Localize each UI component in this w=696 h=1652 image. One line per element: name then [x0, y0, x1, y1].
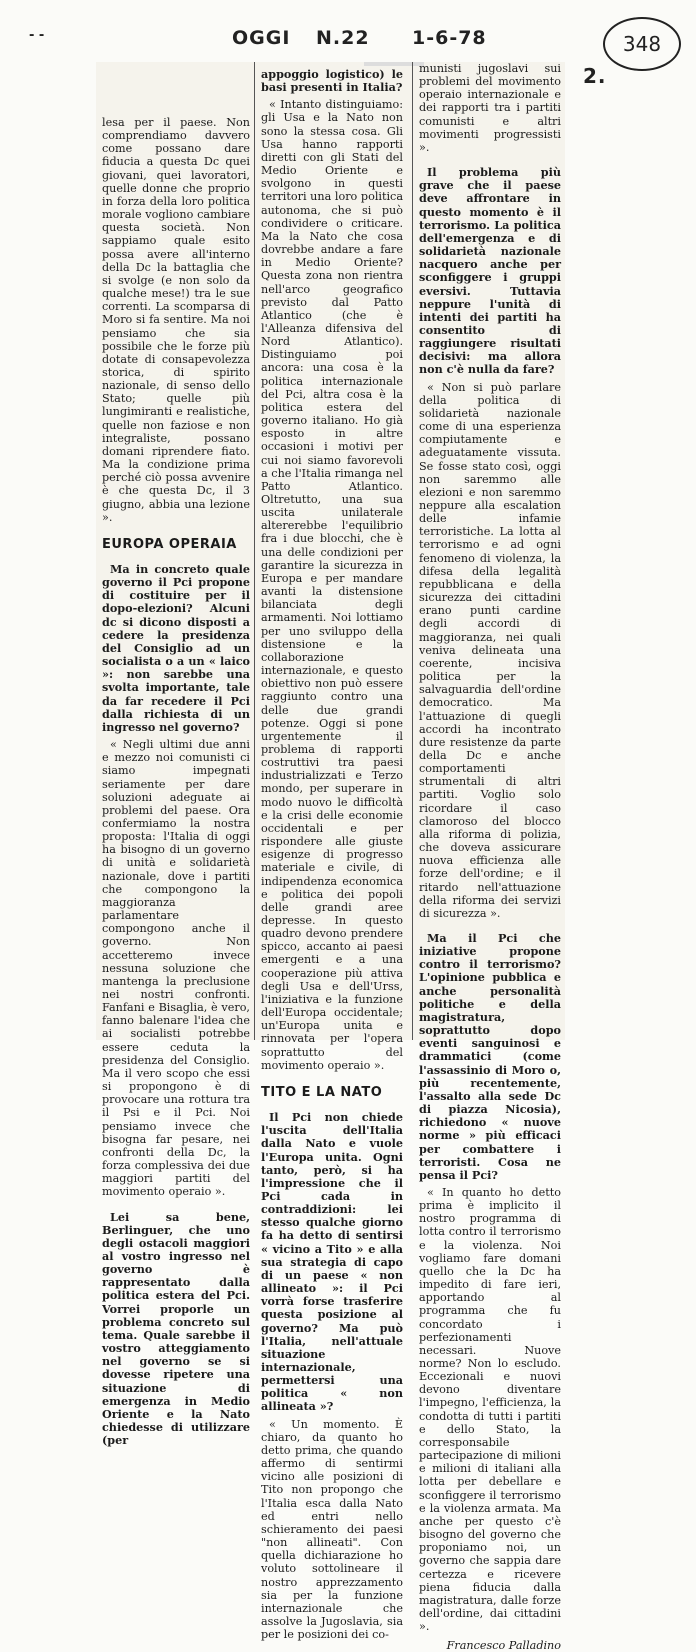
column-divider — [254, 62, 255, 1040]
interview-answer: « Intanto distinguiamo: gli Usa e la Nato non sono la stessa cosa. Gli Usa hanno rapporti diretti con gli Stati del Medio Oriente e svolgono in questi territori una loro politica autonoma, che si può condividere o criticare. Ma la Nato che cosa dovrebbe andare a fare in Medio Oriente? Questa zona non rientra nell'arco geografico previsto dal Patto Atlantico (che è l'Alleanza difensiva del Nord Atlantico). Distinguiamo poi ancora: una cosa è la politica internazionale del Pci, altra cosa è la politica estera del governo italiano. Ho già esposto in altre occasioni i motivi per cui noi siamo favorevoli a che l'Italia rimanga nel Patto Atlantico. Oltretutto, una sua uscita unilaterale altererebbe l'equilibrio fra i due blocchi, che è una delle condizioni per garantire la sicurezza in Europa e per mandare avanti la distensione bilanciata degli armamenti. Noi lottiamo per uno sviluppo della distensione e la collaborazione internazionale, e questo obiettivo non può essere raggiunto contro una delle due grandi potenze. Oggi si pone urgentemente il problema di rapporti costruttivi tra paesi industrializzati e Terzo mondo, per superare in modo nuovo le difficoltà e la crisi delle economie occidentali e per rispondere alle giuste esigenze di progresso materiale e civile, di indipendenza economica e politica dei popoli delle grandi aree depresse. In questo quadro devono prendere spicco, accanto ai paesi emergenti e a una cooperazione più attiva degli Usa e dell'Urss, l'iniziativa e la funzione dell'Europa occidentale; un'Europa unita e rinnovata per l'opera soprattutto del movimento operaio ». — [261, 98, 403, 1072]
interview-question: Lei sa bene, Berlinguer, che uno degli ostacoli maggiori al vostro ingresso nel governo è rappresentato dalla politica estera del Pci. Vorrei proporle un problema concreto sul tema. Quale sarebbe il vostro atteggiamento nel governo se si dovesse ripetere una situazione di emergenza in Medio Oriente e la Nato chiedesse di utilizzare (per — [102, 1209, 250, 1448]
archive-number-stamp — [603, 17, 681, 71]
article-column-2 — [261, 67, 403, 1642]
newspaper-clipping — [96, 62, 565, 1652]
issue-date: 1-6-78 — [412, 27, 487, 49]
interview-answer: « In quanto ho detto prima è implicito il nostro programma di lotta contro il terrorismo e la violenza. Noi vogliamo fare domani quello che la Dc ha impedito di fare ieri, apportando al programma che fu concordato i perfezionamenti necessari. Nuove norme? Non lo escludo. Eccezionali e nuovi devono diventare l'impegno, l'efficienza, la condotta di tutti i partiti e dello Stato, la corresponsabile partecipazione di milioni e milioni di italiani alla lotta per debellare e sconfiggere il terrorismo e la violenza armata. Ma anche per questo c'è bisogno del governo che proponiamo noi, un governo che sappia dare certezza e ricevere piena fiducia dalla magistratura, dalle forze dell'ordine, dai cittadini ». — [419, 1185, 561, 1634]
interview-answer: « Non si può parlare della politica di solidarietà nazionale come di una esperienza compiutamente e adeguatamente vissuta. Se fosse stato così, oggi non saremmo alle elezioni e non saremmo neppure alla escalation delle infamie terroristiche. La lotta al terrorismo e ad ogni fenomeno di violenza, la difesa della legalità repubblicana e della sicurezza dei cittadini erano punti cardine degli accordi di maggioranza, nei quali veniva delineata una coerente, incisiva politica per la salvaguardia dell'ordine democratico. Ma l'attuazione di quegli accordi ha incontrato dure resistenze da parte della Dc e anche comportamenti strumentali di altri partiti. Voglio solo ricordare il caso clamoroso del blocco alla riforma di polizia, che doveva assicurare nuova efficienza alle forze dell'ordine; e il ritardo nell'attuazione della riforma dei servizi di sicurezza ». — [419, 380, 561, 920]
article-column-3 — [419, 62, 561, 1652]
interview-question: Ma il Pci che iniziative propone contro il terrorismo? L'opinione pubblica e anche personalità politiche e della magistratura, soprattutto dopo eventi sanguinosi e drammatici (come l'assassinio di Moro o, più recentemente, l'assalto alla sede Dc di piazza Nicosia), richiedono « nuove norme » più efficaci per combattere i terroristi. Cosa ne pensa il Pci? — [419, 931, 561, 1182]
clipping-tab — [364, 62, 424, 66]
section-heading: EUROPA OPERAIA — [102, 536, 237, 552]
interview-question: Il Pci non chiede l'uscita dell'Italia dalla Nato e vuole l'Europa unita. Ogni tanto, però, si ha l'impressione che il Pci cada in contraddizioni: lei stesso qualche giorno fa ha detto di sentirsi « vicino a Tito » e alla sua strategia di capo di un paese « non allineato »: il Pci vorrà forse trasferire questa posizione al governo? Ma può l'Italia, nell'attuale situazione internazionale, permettersi una politica « non allineata »? — [261, 1110, 403, 1414]
column-divider — [412, 62, 413, 1040]
issue-number: N.22 — [316, 27, 370, 49]
paragraph: lesa per il paese. Non comprendiamo davvero come possano dare fiducia a questa Dc quei giovani, quei lavoratori, quelle donne che proprio in forza della loro politica morale vogliono cambiare questa società. Non sappiamo quale esito possa avere all'interno della Dc la battaglia che si svolge (e non solo da qualche mese!) tra le sue correnti. La scomparsa di Moro si fa sentire. Ma noi pensiamo che sia possibile che le forze più dotate di consapevolezza storica, di spirito nazionale, di senso dello Stato; quelle più lungimiranti e realistiche, quelle non faziose e non integraliste, possano domani riprendere fiato. Ma la condizione prima perché ciò possa avvenire è che questa Dc, il 3 giugno, abbia una lezione ». — [102, 116, 250, 524]
interview-question: Ma in concreto quale governo il Pci propone di costituire per il dopo-elezioni? Alcuni dc si dicono disposti a cedere la presidenza del Consiglio ad un socialista o a un « laico »: non sarebbe una svolta importante, tale da far recedere il Pci dalla richiesta di un ingresso nel governo? — [102, 562, 250, 734]
publication-name: OGGI — [232, 27, 291, 49]
page-number: 2. — [583, 64, 607, 88]
interview-answer: « Negli ultimi due anni e mezzo noi comunisti ci siamo impegnati seriamente per dare soluzioni adeguate ai problemi del paese. Ora confermiamo la nostra proposta: l'Italia di oggi ha bisogno di un governo di unità e solidarietà nazionale, dove i partiti che compongono la maggioranza parlamentare compongono anche il governo. Non accetteremo invece nessuna soluzione che mantenga la preclusione nei nostri confronti. Fanfani e Bisaglia, è vero, fanno balenare l'idea che ai socialisti potrebbe essere ceduta la presidenza del Consiglio. Ma il vero scopo che essi si propongono è di provocare una rottura tra il Psi e il Pci. Noi pensiamo invece che bisogna far pesare, nei confronti della Dc, la forza complessiva dei due maggiori partiti del movimento operaio ». — [102, 738, 250, 1199]
section-heading: TITO E LA NATO — [261, 1084, 383, 1100]
interview-question: Il problema più grave che il paese deve affrontare in questo momento è il terrorismo. La politica dell'emergenza e di solidarietà nazionale nacquero anche per sconfiggere i gruppi eversivi. Tuttavia neppure l'unità di intenti dei partiti ha consentito di raggiungere risultati decisivi: ma allora non c'è nulla da fare? — [419, 165, 561, 377]
header-dash: - - — [29, 28, 45, 43]
interview-question: appoggio logistico) le basi presenti in Italia? — [261, 67, 403, 95]
author-signature: Francesco Palladino — [446, 1639, 561, 1652]
archive-number: 348 — [622, 32, 662, 56]
interview-answer: munisti jugoslavi sui problemi del movimento operaio internazionale e dei rapporti tra i partiti comunisti e altri movimenti progressisti ». — [419, 62, 561, 154]
article-column-1 — [102, 116, 250, 1448]
interview-answer: « Un momento. È chiaro, da quanto ho detto prima, che quando affermo di sentirmi vicino alle posizioni di Tito non propongo che l'Italia esca dalla Nato ed entri nello schieramento dei paesi "non allineati". Con quella dichiarazione ho voluto sottolineare il nostro apprezzamento sia per la funzione internazionale che assolve la Jugoslavia, sia per le posizioni dei co- — [261, 1417, 403, 1642]
